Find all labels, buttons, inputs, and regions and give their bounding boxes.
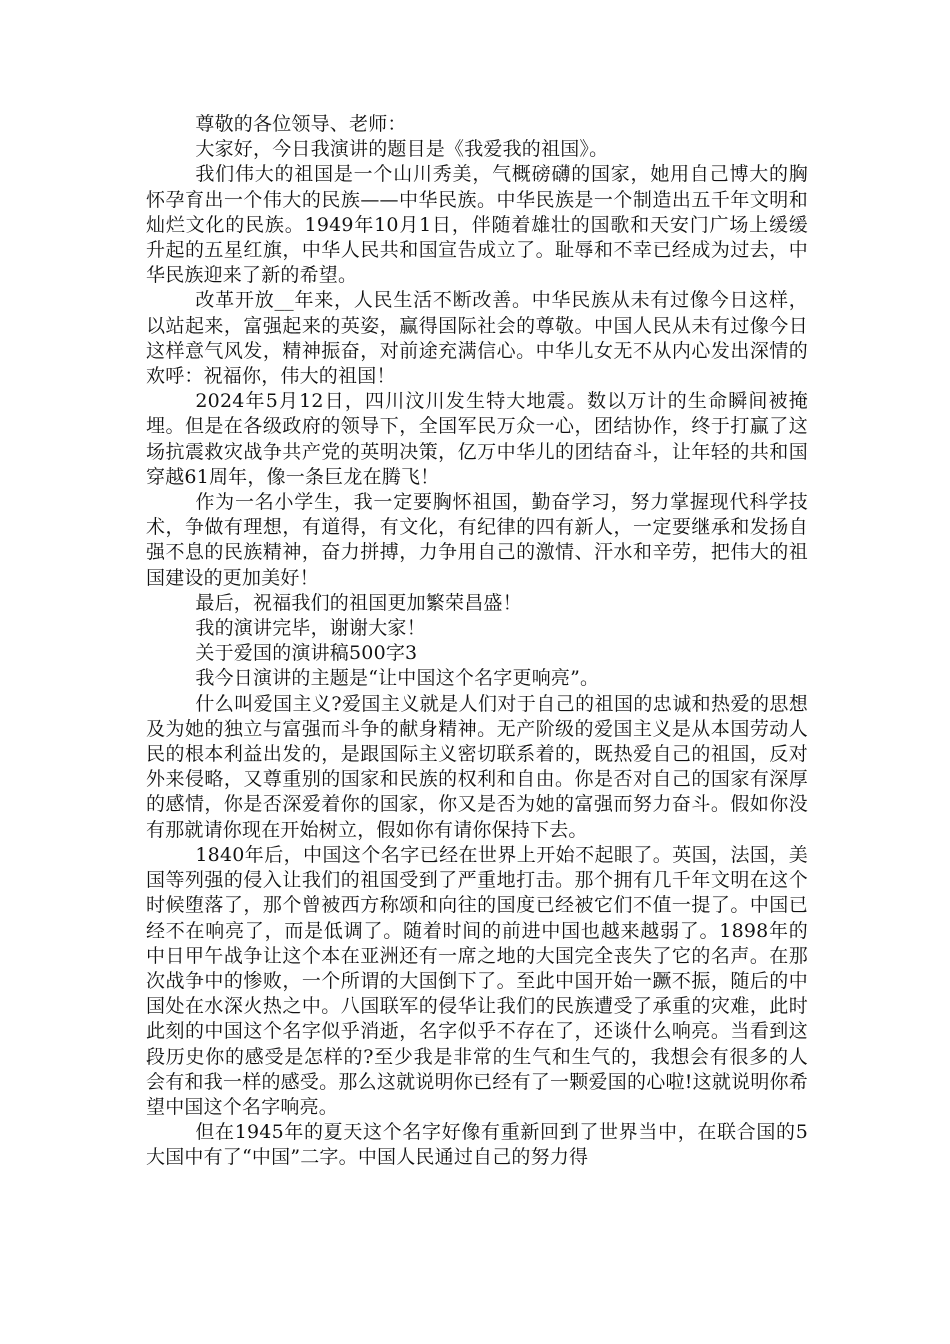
section-heading: 关于爱国的演讲稿500字3 <box>195 642 418 665</box>
body-paragraph: 什么叫爱国主义?爱国主义就是人们对于自己的祖国的忠诚和热爱的思想及为她的独立与富强而斗争的献身精神。无产阶级的爱国主义是从本国劳动人民的根本利益出发的，是跟国际主义密切联系着的，既热爱自己的祖国，反对外来侵略，又尊重别的国家和民族的权利和自由。你是否对自己的国家有深厚的感情，你是否深爱着你的国家，你又是否为她的富强而努力奋斗。假如你没有那就请你现在开始树立，假如你有请你保持下去。 <box>146 692 808 841</box>
body-paragraph: 我们伟大的祖国是一个山川秀美，气概磅礴的国家，她用自己博大的胸怀孕育出一个伟大的民族——中华民族。中华民族是一个制造出五千年文明和灿烂文化的民族。1949年10月1日，伴随着雄壮的国歌和天安门广场上缓缓升起的五星红旗，中华人民共和国宣告成立了。耻辱和不幸已经成为过去，中华民族迎来了新的希望。 <box>146 163 808 287</box>
body-paragraph: 1840年后，中国这个名字已经在世界上开始不起眼了。英国，法国，美国等列强的侵入让我们的祖国受到了严重地打击。那个拥有几千年文明在这个时候堕落了，那个曾被西方称颂和向往的国度已经被它们不值一提了。中国已经不在响亮了，而是低调了。随着时间的前进中国也越来越弱了。1898年的中日甲午战争让这个本在亚洲还有一席之地的大国完全丧失了它的名声。在那次战争中的惨败，一个所谓的大国倒下了。至此中国开始一蹶不振，随后的中国处在水深火热之中。八国联军的侵华让我们的民族遭受了承重的灾难，此时此刻的中国这个名字似乎消逝，名字似乎不存在了，还谈什么响亮。当看到这段历史你的感受是怎样的?至少我是非常的生气和生气的，我想会有很多的人会有和我一样的感受。那么这就说明你已经有了一颗爱国的心啦!这就说明你希望中国这个名字响亮。 <box>146 843 808 1118</box>
salutation: 尊敬的各位领导、老师： <box>195 113 407 135</box>
body-paragraph: 但在1945年的夏天这个名字好像有重新回到了世界当中，在联合国的5大国中有了“中国”二字。中国人民通过自己的努力得 <box>146 1121 808 1169</box>
body-paragraph: 改革开放__年来，人民生活不断改善。中华民族从未有过像今日这样，以站起来，富强起来的英姿，赢得国际社会的尊敬。中国人民从未有过像今日这样意气风发，精神振奋，对前途充满信心。中华儿女无不从内心发出深情的欢呼：祝福你，伟大的祖国！ <box>146 289 808 388</box>
closing-paragraph: 最后，祝福我们的祖国更加繁荣昌盛！ <box>195 591 522 614</box>
closing-paragraph: 我的演讲完毕，谢谢大家！ <box>195 617 426 640</box>
intro-paragraph: 我今日演讲的主题是“让中国这个名字更响亮”。 <box>195 667 600 690</box>
body-paragraph: 2024年5月12日，四川汶川发生特大地震。数以万计的生命瞬间被掩埋。但是在各级政府的领导下，全国军民万众一心，团结协作，终于打赢了这场抗震救灾战争共产党的英明决策，亿万中华儿的团结奋斗，让年轻的共和国穿越61周年，像一条巨龙在腾飞！ <box>146 390 808 488</box>
document-page <box>146 112 808 1171</box>
intro-paragraph: 大家好，今日我演讲的题目是《我爱我的祖国》。 <box>195 138 609 161</box>
body-paragraph: 作为一名小学生，我一定要胸怀祖国，勤奋学习，努力掌握现代科学技术，争做有理想，有道得，有文化，有纪律的四有新人，一定要继承和发扬自强不息的民族精神，奋力拼搏，力争用自己的激情、汗水和辛劳，把伟大的祖国建设的更加美好！ <box>146 491 808 589</box>
